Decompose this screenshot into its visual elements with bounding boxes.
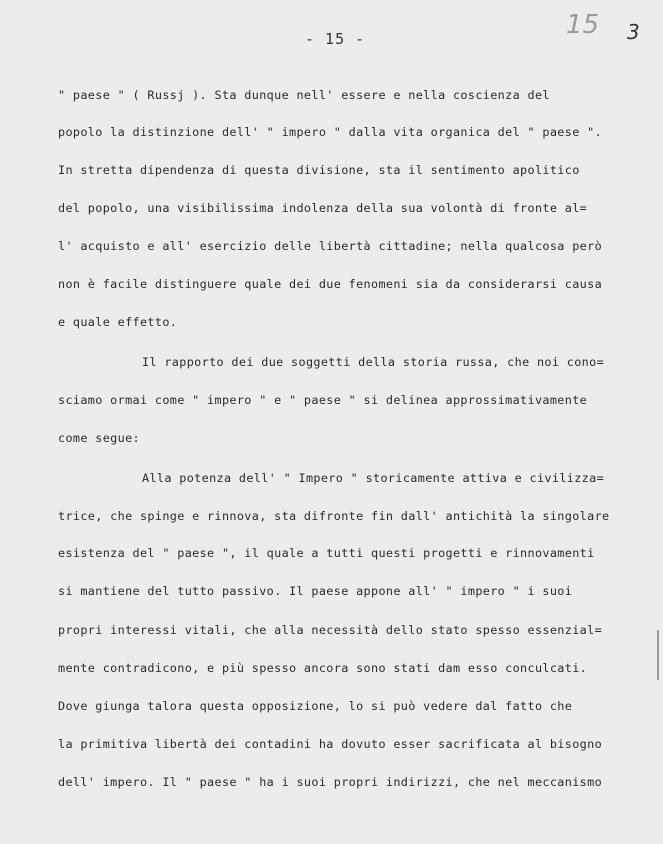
text-line: si mantiene del tutto passivo. Il paese appone all' " impero " i suoi [58, 584, 573, 598]
text-line: Alla potenza dell' " Impero " storicamente attiva e civilizza= [142, 471, 605, 485]
text-line: In stretta dipendenza di questa divisione, sta il sentimento apolitico [58, 163, 580, 177]
text-line: trice, che spinge e rinnova, sta difronte fin dall' antichità la singolare [58, 509, 610, 523]
page-number: - 15 - [305, 30, 366, 48]
text-line: l' acquisto e all' esercizio delle libertà cittadine; nella qualcosa però [58, 239, 603, 253]
text-line: propri interessi vitali, che alla necessità dello stato spesso essenzial= [58, 623, 603, 637]
text-line: esistenza del " paese ", il quale a tutti questi progetti e rinnovamenti [58, 546, 595, 560]
text-line: Dove giunga talora questa opposizione, lo si può vedere dal fatto che [58, 699, 573, 713]
text-line: popolo la distinzione dell' " impero " dalla vita organica del " paese ". [58, 125, 603, 139]
text-line: e quale effetto. [58, 315, 178, 329]
text-line: non è facile distinguere quale dei due fenomeni sia da considerarsi causa [58, 277, 603, 291]
pencil-page-mark: 15 [566, 10, 600, 40]
text-line: mente contradicono, e più spesso ancora sono stati dam esso conculcati. [58, 661, 588, 675]
text-line: del popolo, una visibilissima indolenza della sua volontà di fronte al= [58, 201, 588, 215]
text-line: la primitiva libertà dei contadini ha dovuto esser sacrificata al bisogno [58, 737, 603, 751]
text-line: " paese " ( Russj ). Sta dunque nell' essere e nella coscienza del [58, 88, 550, 102]
margin-scan-line [657, 630, 659, 680]
text-line: dell' impero. Il " paese " ha i suoi propri indirizzi, che nel meccanismo [58, 775, 603, 789]
text-line: come segue: [58, 431, 140, 445]
text-line: sciamo ormai come " impero " e " paese " si delinea approssimativamente [58, 393, 588, 407]
corner-page-mark: 3 [627, 20, 640, 44]
text-line: Il rapporto dei due soggetti della storia russa, che noi cono= [142, 355, 605, 369]
